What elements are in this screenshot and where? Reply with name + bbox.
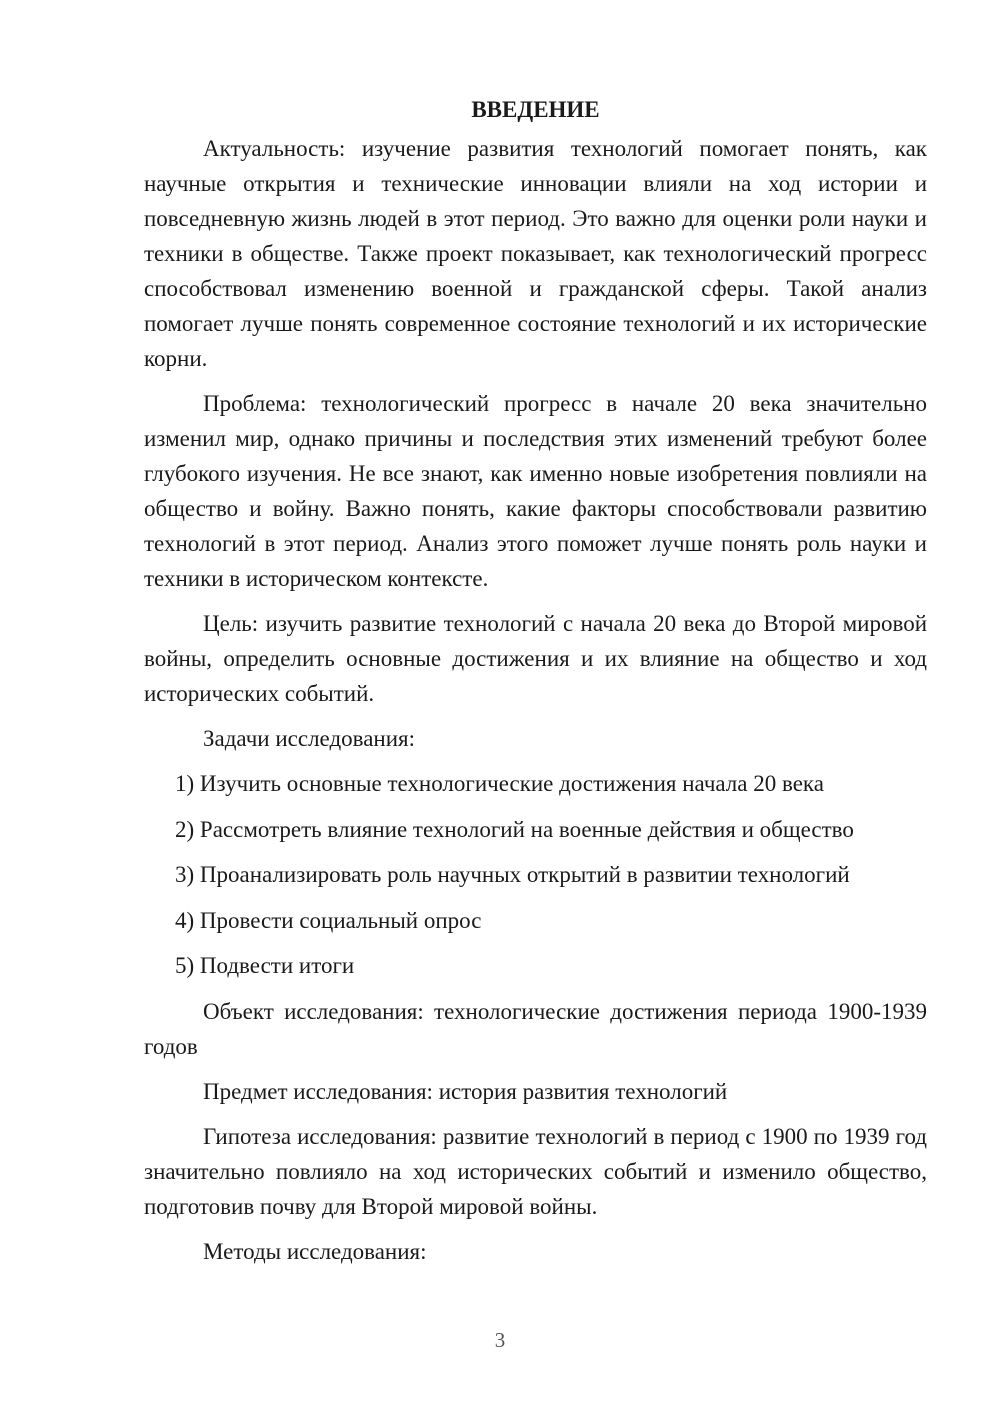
object-paragraph: Объект исследования: технологические достижения периода 1900-1939 годов bbox=[144, 998, 927, 1059]
document-page bbox=[144, 92, 927, 1279]
list-item: 5) Подвести итоги bbox=[175, 953, 355, 978]
hypothesis-paragraph: Гипотеза исследования: развитие технологий в период с 1900 по 1939 год значительно повлияло на ход исторических событий и изменило общество, подготовив почву для Второй мировой войны. bbox=[144, 1123, 927, 1219]
methods-title: Методы исследования: bbox=[203, 1238, 427, 1264]
list-item: 4) Провести социальный опрос bbox=[175, 907, 482, 933]
list-item: 2) Рассмотреть влияние технологий на военные действия и общество bbox=[175, 816, 854, 842]
goal-paragraph: Цель: изучить развитие технологий с начала 20 века до Второй мировой войны, определить основные достижения и их влияние на общество и ход исторических событий. bbox=[144, 611, 927, 706]
page-number: 3 bbox=[494, 1328, 506, 1352]
list-item: 3) Проанализировать роль научных открытий в развитии технологий bbox=[175, 862, 850, 887]
relevance-paragraph: Актуальность: изучение развития технологий помогает понять, как научные открытия и технические инновации влияли на ход истории и повседневную жизнь людей в этот период. Это важно для оценки роли науки и техники в обществе. Также проект показывает, как технологический прогресс способствовал изменению военной и гражданской сферы. Такой анализ помогает лучше понять современное состояние технологий и их исторические корни. bbox=[144, 136, 927, 371]
page-title: ВВЕДЕНИЕ bbox=[471, 97, 600, 122]
problem-paragraph: Проблема: технологический прогресс в начале 20 века значительно изменил мир, однако причины и последствия этих изменений требуют более глубокого изучения. Не все знают, как именно новые изобретения повлияли на общество и войну. Важно понять, какие факторы способствовали развитию технологий в этот период. Анализ этого поможет лучше понять роль науки и техники в историческом контексте. bbox=[144, 391, 927, 591]
tasks-title: Задачи исследования: bbox=[203, 726, 416, 751]
tasks-list bbox=[144, 766, 927, 983]
subject-paragraph: Предмет исследования: история развития технологий bbox=[203, 1078, 728, 1104]
list-item: 1) Изучить основные технологические достижения начала 20 века bbox=[175, 771, 824, 796]
